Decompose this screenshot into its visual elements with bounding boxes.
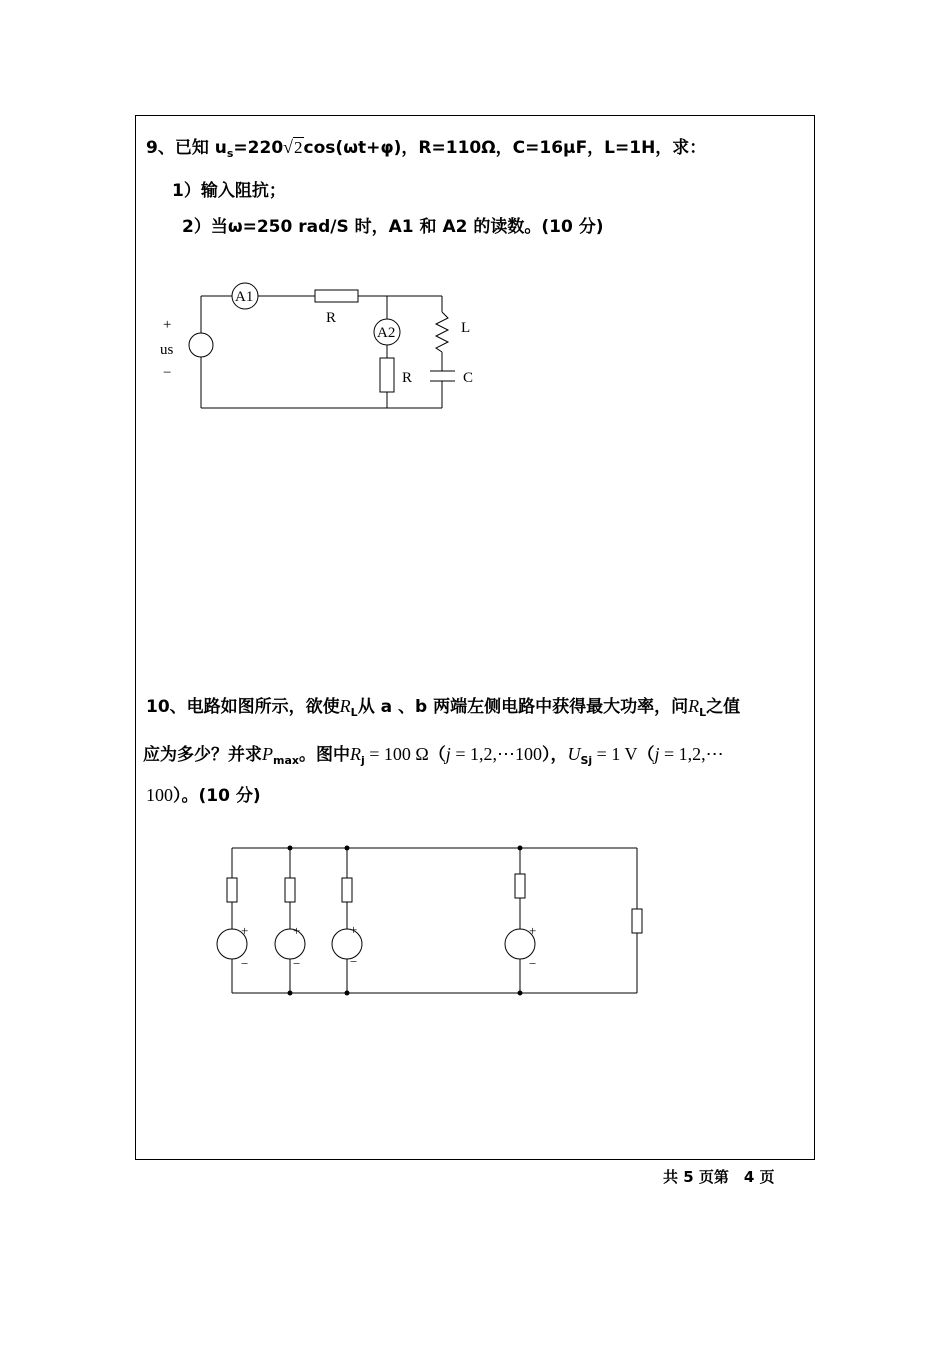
q9-item1: 1）输入阻抗；	[172, 181, 286, 201]
branch4-plus: +	[529, 923, 537, 938]
branch2-plus: +	[293, 923, 301, 938]
load-resistor-rl	[632, 909, 642, 933]
q9-line1: 9、已知 $u_s=220√2\cos(\omega t+\varphi)$，R=110Ω，C=16μF，L=1H，求：	[146, 137, 707, 160]
inductor-label: L	[461, 320, 471, 336]
branch3-source	[332, 929, 362, 959]
branch2-minus: −	[293, 956, 301, 971]
source-plus: +	[163, 317, 172, 333]
branch1-resistor	[227, 878, 237, 902]
ammeter-a2-label: A2	[377, 325, 396, 341]
sqrt-symbol: √2	[283, 137, 303, 157]
branch4-minus: −	[529, 956, 537, 971]
ammeter-a1-label: A1	[235, 289, 254, 305]
q10-line2: 应为多少？并求$P_{max}$。图中$R_j = 100$ Ω（j = 1,2,⋯100），$U_{Sj} = 1$ V（j = 1,2,⋯	[143, 744, 724, 767]
source-label: us	[160, 342, 174, 358]
branch4-resistor	[515, 874, 525, 898]
junction-dot	[518, 846, 523, 851]
q9-item2: 2）当ω=250 rad/S 时，A1 和 A2 的读数。(10 分)	[182, 217, 604, 237]
junction-dot	[345, 991, 350, 996]
branch1-plus: +	[241, 923, 249, 938]
branch1-minus: −	[241, 956, 249, 971]
branch2-source	[275, 929, 305, 959]
q10-line1: 10、电路如图所示，欲使$R_L$从 a 、b 两端左侧电路中获得最大功率，问$R_L$之值	[146, 696, 741, 719]
resistor-r-mid-label: R	[402, 370, 413, 386]
junction-dot	[288, 846, 293, 851]
junction-dot	[518, 991, 523, 996]
branch3-plus: +	[350, 922, 358, 937]
junction-dot	[288, 991, 293, 996]
branch3-minus: −	[350, 954, 358, 969]
junction-dot	[345, 846, 350, 851]
capacitor-label: C	[463, 370, 474, 386]
q10-line3: 100）。(10 分)	[146, 785, 261, 806]
source-minus: −	[163, 365, 172, 381]
branch2-resistor	[285, 878, 295, 902]
branch3-resistor	[342, 878, 352, 902]
page-footer: 共 5 页第 4 页	[663, 1168, 775, 1186]
resistor-r-top-label: R	[326, 310, 337, 326]
